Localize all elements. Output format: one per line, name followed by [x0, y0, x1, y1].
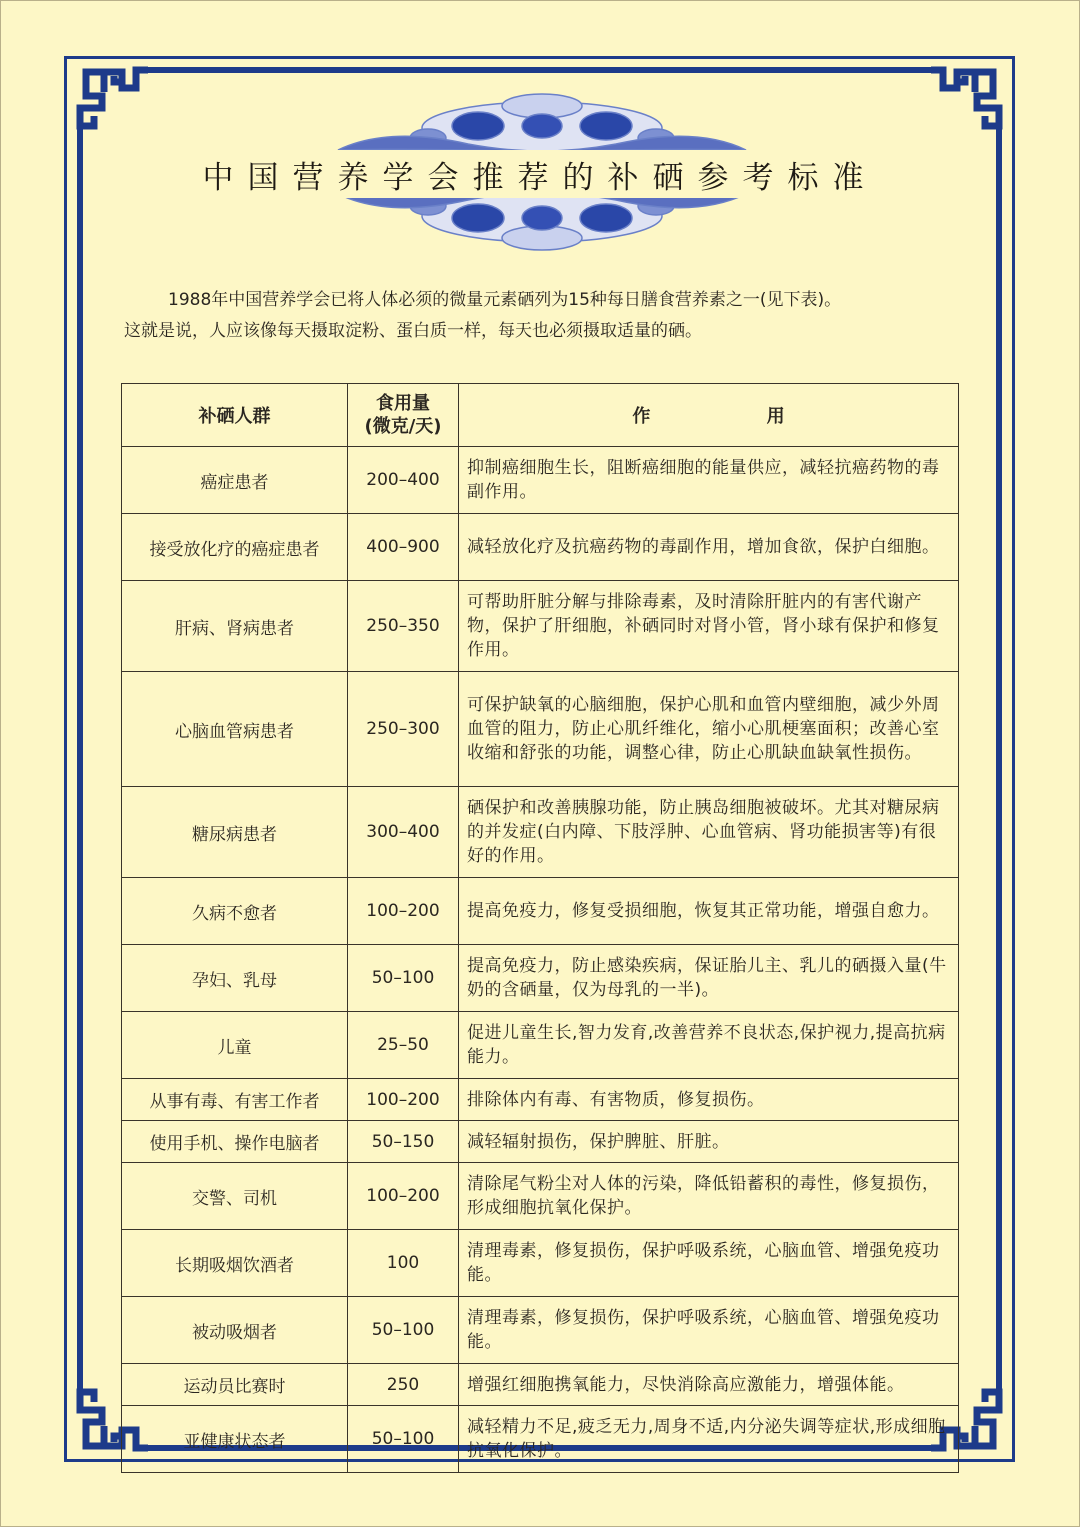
cell-effect: 促进儿童生长,智力发育,改善营养不良状态,保护视力,提高抗病能力。 [459, 1012, 959, 1079]
cell-effect: 减轻辐射损伤，保护脾脏、肝脏。 [459, 1121, 959, 1163]
header-effect: 作 用 [459, 384, 959, 447]
header-dose [348, 384, 459, 447]
cell-effect: 可保护缺氧的心脑细胞，保护心肌和血管内壁细胞，减少外周血管的阻力，防止心肌纤维化，缩小心肌梗塞面积；改善心室收缩和舒张的功能，调整心律，防止心肌缺血缺氧性损伤。 [459, 672, 959, 787]
table-row [122, 1012, 959, 1079]
cell-dose: 50–100 [348, 1297, 459, 1364]
cell-effect: 减轻精力不足,疲乏无力,周身不适,内分泌失调等症状,形成细胞抗氧化保护。 [459, 1406, 959, 1473]
cell-effect: 可帮助肝脏分解与排除毒素，及时清除肝脏内的有害代谢产物，保护了肝细胞，补硒同时对肾小管，肾小球有保护和修复作用。 [459, 581, 959, 672]
cell-dose: 400–900 [348, 514, 459, 581]
table-row [122, 1230, 959, 1297]
table-row [122, 878, 959, 945]
cell-group: 儿童 [122, 1012, 348, 1079]
cell-group: 长期吸烟饮酒者 [122, 1230, 348, 1297]
cell-dose: 100–200 [348, 1163, 459, 1230]
cell-group: 肝病、肾病患者 [122, 581, 348, 672]
cell-dose: 100 [348, 1230, 459, 1297]
intro-paragraph-2: 这就是说，人应该像每天摄取淀粉、蛋白质一样，每天也必须摄取适量的硒。 [124, 321, 702, 341]
cell-group: 从事有毒、有害工作者 [122, 1079, 348, 1121]
cell-group: 孕妇、乳母 [122, 945, 348, 1012]
selenium-table [121, 383, 959, 1473]
cell-effect: 硒保护和改善胰腺功能，防止胰岛细胞被破坏。尤其对糖尿病的并发症(白内障、下肢浮肿、心血管病、肾功能损害等)有很好的作用。 [459, 787, 959, 878]
cell-effect: 提高免疫力，防止感染疾病，保证胎儿主、乳儿的硒摄入量(牛奶的含硒量，仅为母乳的一半)。 [459, 945, 959, 1012]
cell-group: 久病不愈者 [122, 878, 348, 945]
cell-dose: 100–200 [348, 1079, 459, 1121]
cell-dose: 25–50 [348, 1012, 459, 1079]
table-row [122, 672, 959, 787]
table-header-row [122, 384, 959, 447]
page-title: 中国营养学会推荐的补硒参考标准 [202, 160, 878, 196]
cell-effect: 增强红细胞携氧能力，尽快消除高应激能力，增强体能。 [459, 1364, 959, 1406]
cell-dose: 50–100 [348, 945, 459, 1012]
cell-group: 交警、司机 [122, 1163, 348, 1230]
cell-group: 亚健康状态者 [122, 1406, 348, 1473]
table-row [122, 1364, 959, 1406]
cell-effect: 减轻放化疗及抗癌药物的毒副作用，增加食欲，保护白细胞。 [459, 514, 959, 581]
cell-dose: 100–200 [348, 878, 459, 945]
cell-group: 癌症患者 [122, 447, 348, 514]
cell-dose: 250–350 [348, 581, 459, 672]
table-row [122, 1406, 959, 1473]
cell-dose: 250–300 [348, 672, 459, 787]
cell-group: 接受放化疗的癌症患者 [122, 514, 348, 581]
cell-dose: 300–400 [348, 787, 459, 878]
cell-effect: 排除体内有毒、有害物质，修复损伤。 [459, 1079, 959, 1121]
table-row [122, 447, 959, 514]
table-row [122, 1297, 959, 1364]
header-dose-line1: 食用量 [376, 393, 430, 414]
cell-group: 心脑血管病患者 [122, 672, 348, 787]
cell-dose: 50–100 [348, 1406, 459, 1473]
table-row [122, 1163, 959, 1230]
cell-effect: 清除尾气粉尘对人体的污染，降低铅蓄积的毒性，修复损伤，形成细胞抗氧化保护。 [459, 1163, 959, 1230]
cell-group: 被动吸烟者 [122, 1297, 348, 1364]
cell-group: 使用手机、操作电脑者 [122, 1121, 348, 1163]
cell-effect: 抑制癌细胞生长，阻断癌细胞的能量供应，减轻抗癌药物的毒副作用。 [459, 447, 959, 514]
table-row [122, 514, 959, 581]
table-row [122, 581, 959, 672]
intro-text [124, 285, 974, 347]
table-row [122, 1121, 959, 1163]
table-row [122, 945, 959, 1012]
header-group: 补硒人群 [122, 384, 348, 447]
table-row [122, 787, 959, 878]
cell-dose: 250 [348, 1364, 459, 1406]
cell-effect: 清理毒素，修复损伤，保护呼吸系统，心脑血管、增强免疫功能。 [459, 1230, 959, 1297]
cell-dose: 50–150 [348, 1121, 459, 1163]
cell-effect: 清理毒素，修复损伤，保护呼吸系统，心脑血管、增强免疫功能。 [459, 1297, 959, 1364]
intro-paragraph-1: 1988年中国营养学会已将人体必须的微量元素硒列为15种每日膳食营养素之一(见下表)。 [168, 290, 842, 310]
table-row [122, 1079, 959, 1121]
cell-effect: 提高免疫力，修复受损细胞，恢复其正常功能，增强自愈力。 [459, 878, 959, 945]
cell-dose: 200–400 [348, 447, 459, 514]
header-dose-line2: (微克/天) [364, 416, 442, 437]
cell-group: 糖尿病患者 [122, 787, 348, 878]
cell-group: 运动员比赛时 [122, 1364, 348, 1406]
